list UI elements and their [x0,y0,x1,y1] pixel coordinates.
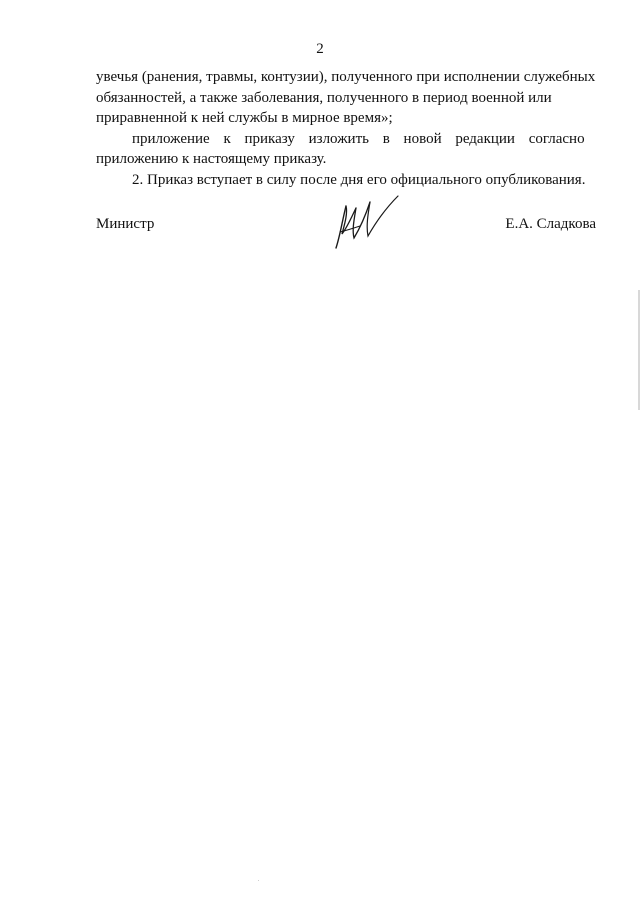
paragraph-injury-line-2: обязанностей, а также заболевания, полученного в период военной или [96,89,552,106]
document-body [96,67,596,190]
signatory-title: Министр [96,216,155,232]
paragraph-injury-line-1: увечья (ранения, травмы, контузии), полученного при исполнении служебных [96,69,596,85]
paragraph-injury-line-3: приравненной к ней службы в мирное время»; [96,110,393,126]
paragraph-appendix-line-1: приложение к приказу изложить в новой редакции согласно [132,130,585,147]
scan-speck [258,880,259,881]
paragraph-appendix-line-2: приложению к настоящему приказу. [96,151,327,167]
signatory-name: Е.А. Сладкова [505,216,596,232]
handwritten-signature [330,192,402,252]
paragraph-effective-date: 2. Приказ вступает в силу после дня его официального опубликования. [132,171,586,188]
page-number: 2 [316,41,324,57]
